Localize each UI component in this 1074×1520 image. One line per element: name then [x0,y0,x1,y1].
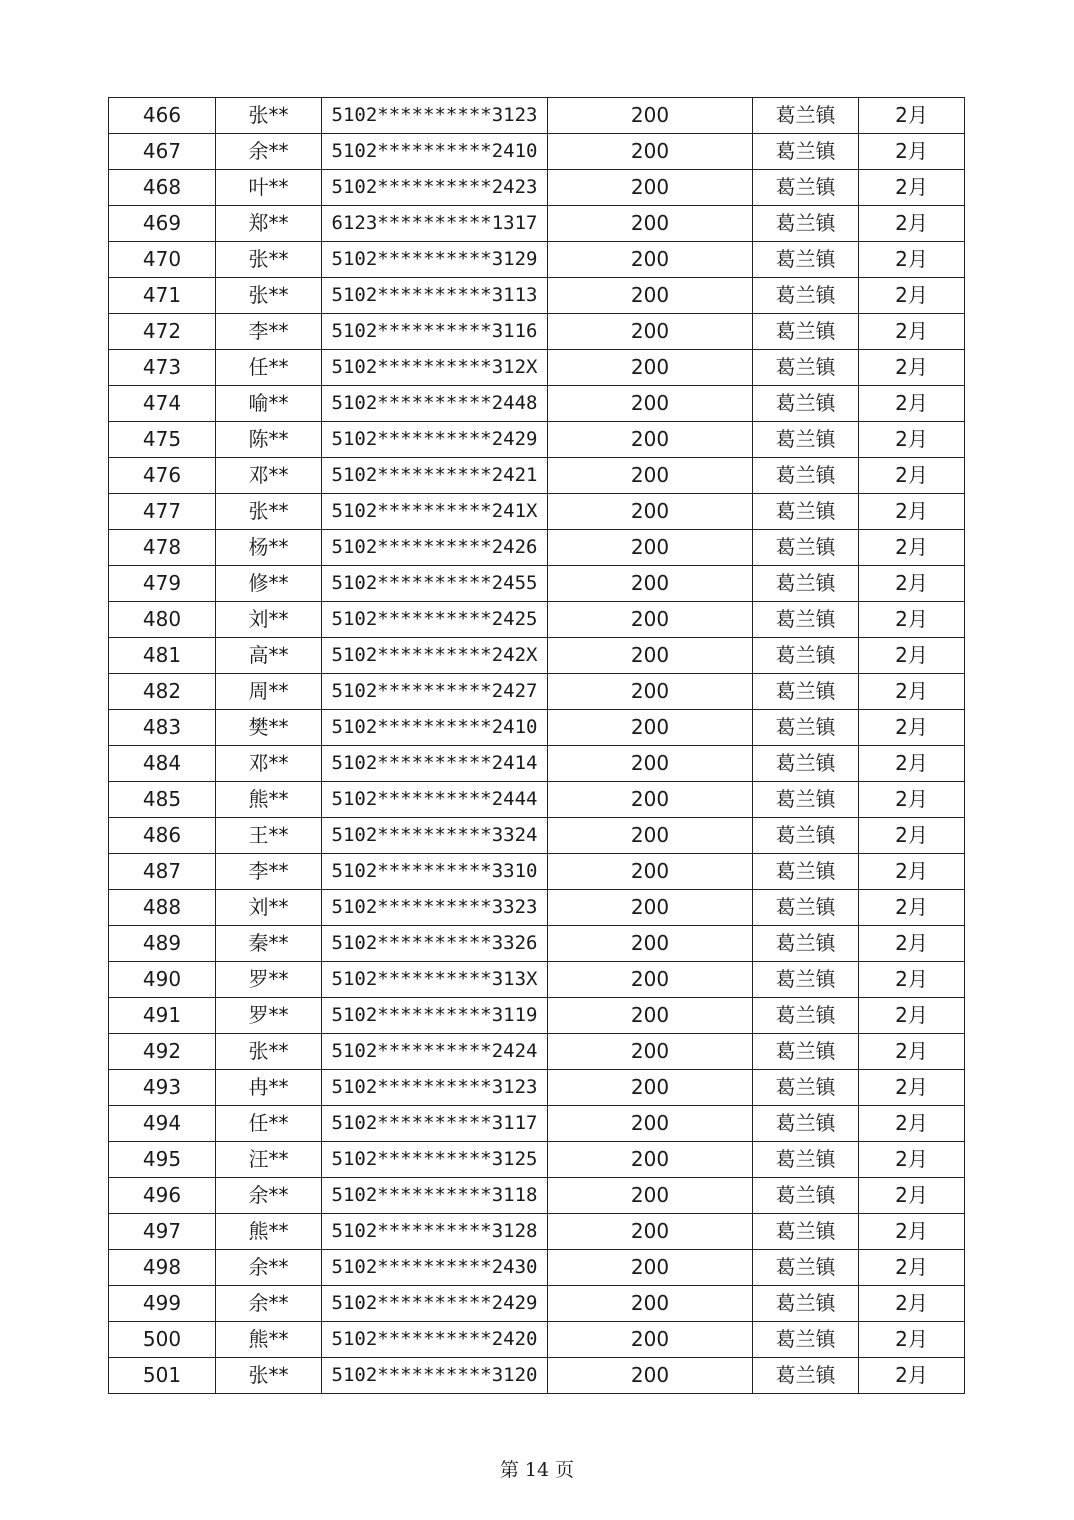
cell-amount: 200 [548,386,753,422]
cell-amount: 200 [548,674,753,710]
cell-id-number: 6123**********1317 [322,206,548,242]
cell-id-number: 5102**********2444 [322,782,548,818]
cell-amount: 200 [548,422,753,458]
table-row [109,530,965,566]
cell-town: 葛兰镇 [753,242,859,278]
cell-month: 2月 [859,1358,965,1394]
cell-month: 2月 [859,1178,965,1214]
cell-id-number: 5102**********3117 [322,1106,548,1142]
cell-amount: 200 [548,962,753,998]
cell-month: 2月 [859,314,965,350]
table-row [109,422,965,458]
table-row [109,926,965,962]
cell-id-number: 5102**********3123 [322,98,548,134]
cell-id-number: 5102**********2421 [322,458,548,494]
cell-month: 2月 [859,1250,965,1286]
cell-amount: 200 [548,494,753,530]
table-row [109,458,965,494]
cell-id-number: 5102**********2410 [322,134,548,170]
cell-town: 葛兰镇 [753,1070,859,1106]
cell-amount: 200 [548,1286,753,1322]
cell-month: 2月 [859,926,965,962]
table-row [109,242,965,278]
cell-name: 余** [216,1250,322,1286]
table-row [109,566,965,602]
cell-town: 葛兰镇 [753,890,859,926]
cell-id-number: 5102**********3125 [322,1142,548,1178]
cell-town: 葛兰镇 [753,998,859,1034]
cell-month: 2月 [859,710,965,746]
table-row [109,1106,965,1142]
cell-number: 496 [109,1178,216,1214]
cell-town: 葛兰镇 [753,530,859,566]
cell-number: 497 [109,1214,216,1250]
cell-amount: 200 [548,1178,753,1214]
cell-town: 葛兰镇 [753,278,859,314]
cell-town: 葛兰镇 [753,638,859,674]
table-row [109,1358,965,1394]
cell-id-number: 5102**********2430 [322,1250,548,1286]
cell-amount: 200 [548,926,753,962]
cell-month: 2月 [859,890,965,926]
table-row [109,710,965,746]
cell-number: 499 [109,1286,216,1322]
cell-amount: 200 [548,1250,753,1286]
cell-name: 任** [216,1106,322,1142]
table-row [109,278,965,314]
table-row [109,350,965,386]
cell-month: 2月 [859,458,965,494]
cell-amount: 200 [548,890,753,926]
cell-town: 葛兰镇 [753,1358,859,1394]
cell-month: 2月 [859,566,965,602]
cell-month: 2月 [859,422,965,458]
cell-town: 葛兰镇 [753,1214,859,1250]
table-row [109,890,965,926]
cell-id-number: 5102**********312X [322,350,548,386]
cell-town: 葛兰镇 [753,854,859,890]
cell-town: 葛兰镇 [753,1034,859,1070]
cell-month: 2月 [859,1322,965,1358]
table-row [109,206,965,242]
cell-amount: 200 [548,746,753,782]
cell-id-number: 5102**********3123 [322,1070,548,1106]
cell-month: 2月 [859,530,965,566]
cell-town: 葛兰镇 [753,674,859,710]
table-row [109,170,965,206]
cell-number: 501 [109,1358,216,1394]
cell-number: 471 [109,278,216,314]
cell-town: 葛兰镇 [753,458,859,494]
cell-month: 2月 [859,206,965,242]
cell-id-number: 5102**********2429 [322,1286,548,1322]
cell-id-number: 5102**********313X [322,962,548,998]
table-row [109,746,965,782]
cell-month: 2月 [859,638,965,674]
cell-town: 葛兰镇 [753,602,859,638]
cell-amount: 200 [548,566,753,602]
cell-name: 罗** [216,962,322,998]
cell-name: 任** [216,350,322,386]
cell-id-number: 5102**********2455 [322,566,548,602]
cell-name: 叶** [216,170,322,206]
cell-number: 475 [109,422,216,458]
table-row [109,98,965,134]
cell-town: 葛兰镇 [753,746,859,782]
cell-id-number: 5102**********2427 [322,674,548,710]
cell-month: 2月 [859,350,965,386]
cell-month: 2月 [859,962,965,998]
cell-month: 2月 [859,1214,965,1250]
table-row [109,386,965,422]
cell-month: 2月 [859,242,965,278]
page-number: 第 14 页 [499,1459,575,1481]
cell-name: 杨** [216,530,322,566]
cell-month: 2月 [859,602,965,638]
cell-town: 葛兰镇 [753,926,859,962]
cell-id-number: 5102**********3310 [322,854,548,890]
cell-month: 2月 [859,674,965,710]
cell-number: 486 [109,818,216,854]
cell-amount: 200 [548,458,753,494]
cell-month: 2月 [859,386,965,422]
cell-name: 汪** [216,1142,322,1178]
cell-number: 487 [109,854,216,890]
cell-number: 482 [109,674,216,710]
table-row [109,1214,965,1250]
cell-number: 483 [109,710,216,746]
cell-town: 葛兰镇 [753,134,859,170]
cell-number: 498 [109,1250,216,1286]
cell-amount: 200 [548,782,753,818]
table-row [109,1070,965,1106]
cell-amount: 200 [548,98,753,134]
table-row [109,638,965,674]
cell-month: 2月 [859,854,965,890]
cell-town: 葛兰镇 [753,494,859,530]
cell-month: 2月 [859,278,965,314]
cell-number: 468 [109,170,216,206]
cell-amount: 200 [548,1034,753,1070]
cell-number: 493 [109,1070,216,1106]
cell-name: 邓** [216,458,322,494]
table-row [109,962,965,998]
cell-number: 477 [109,494,216,530]
cell-town: 葛兰镇 [753,1286,859,1322]
cell-town: 葛兰镇 [753,566,859,602]
cell-month: 2月 [859,782,965,818]
cell-id-number: 5102**********241X [322,494,548,530]
cell-id-number: 5102**********2448 [322,386,548,422]
cell-month: 2月 [859,494,965,530]
cell-town: 葛兰镇 [753,422,859,458]
cell-amount: 200 [548,134,753,170]
cell-number: 467 [109,134,216,170]
cell-month: 2月 [859,746,965,782]
cell-amount: 200 [548,1070,753,1106]
cell-number: 481 [109,638,216,674]
cell-name: 张** [216,98,322,134]
cell-town: 葛兰镇 [753,206,859,242]
cell-name: 喻** [216,386,322,422]
cell-amount: 200 [548,242,753,278]
cell-town: 葛兰镇 [753,1106,859,1142]
cell-number: 474 [109,386,216,422]
cell-town: 葛兰镇 [753,1322,859,1358]
cell-id-number: 5102**********3113 [322,278,548,314]
cell-month: 2月 [859,1106,965,1142]
cell-number: 466 [109,98,216,134]
cell-town: 葛兰镇 [753,350,859,386]
cell-id-number: 5102**********3326 [322,926,548,962]
cell-name: 熊** [216,1322,322,1358]
cell-town: 葛兰镇 [753,386,859,422]
cell-id-number: 5102**********3324 [322,818,548,854]
cell-amount: 200 [548,1142,753,1178]
cell-name: 张** [216,1034,322,1070]
cell-month: 2月 [859,998,965,1034]
cell-number: 489 [109,926,216,962]
cell-name: 熊** [216,1214,322,1250]
cell-town: 葛兰镇 [753,1142,859,1178]
cell-month: 2月 [859,1142,965,1178]
cell-amount: 200 [548,1214,753,1250]
table-row [109,1250,965,1286]
cell-amount: 200 [548,170,753,206]
cell-id-number: 5102**********3128 [322,1214,548,1250]
cell-id-number: 5102**********2423 [322,170,548,206]
cell-number: 500 [109,1322,216,1358]
cell-month: 2月 [859,170,965,206]
cell-name: 熊** [216,782,322,818]
cell-town: 葛兰镇 [753,170,859,206]
cell-amount: 200 [548,710,753,746]
table-row [109,674,965,710]
beneficiary-table [108,97,965,1394]
cell-amount: 200 [548,602,753,638]
cell-number: 485 [109,782,216,818]
cell-id-number: 5102**********2425 [322,602,548,638]
cell-amount: 200 [548,530,753,566]
table-row [109,1142,965,1178]
cell-amount: 200 [548,278,753,314]
cell-amount: 200 [548,818,753,854]
table-body [109,98,965,1394]
cell-name: 陈** [216,422,322,458]
cell-month: 2月 [859,818,965,854]
table-row [109,998,965,1034]
table-row [109,1034,965,1070]
cell-name: 罗** [216,998,322,1034]
cell-town: 葛兰镇 [753,710,859,746]
cell-name: 周** [216,674,322,710]
cell-town: 葛兰镇 [753,1250,859,1286]
table-row [109,494,965,530]
cell-name: 邓** [216,746,322,782]
table-row [109,1178,965,1214]
cell-name: 樊** [216,710,322,746]
cell-amount: 200 [548,206,753,242]
cell-amount: 200 [548,854,753,890]
table-row [109,134,965,170]
cell-name: 高** [216,638,322,674]
cell-town: 葛兰镇 [753,962,859,998]
cell-number: 473 [109,350,216,386]
cell-id-number: 5102**********2424 [322,1034,548,1070]
cell-month: 2月 [859,1034,965,1070]
table-row [109,854,965,890]
cell-id-number: 5102**********242X [322,638,548,674]
cell-number: 495 [109,1142,216,1178]
cell-town: 葛兰镇 [753,782,859,818]
cell-town: 葛兰镇 [753,314,859,350]
cell-month: 2月 [859,134,965,170]
cell-id-number: 5102**********3323 [322,890,548,926]
cell-month: 2月 [859,98,965,134]
cell-number: 492 [109,1034,216,1070]
cell-name: 余** [216,1286,322,1322]
cell-amount: 200 [548,1358,753,1394]
cell-month: 2月 [859,1070,965,1106]
cell-name: 李** [216,854,322,890]
cell-number: 469 [109,206,216,242]
cell-number: 476 [109,458,216,494]
cell-town: 葛兰镇 [753,98,859,134]
cell-id-number: 5102**********2420 [322,1322,548,1358]
table-row [109,782,965,818]
cell-number: 470 [109,242,216,278]
cell-amount: 200 [548,314,753,350]
cell-amount: 200 [548,638,753,674]
cell-name: 李** [216,314,322,350]
cell-number: 488 [109,890,216,926]
cell-number: 484 [109,746,216,782]
cell-name: 郑** [216,206,322,242]
cell-number: 494 [109,1106,216,1142]
table-row [109,818,965,854]
cell-id-number: 5102**********2410 [322,710,548,746]
table-row [109,1286,965,1322]
cell-amount: 200 [548,998,753,1034]
table-row [109,602,965,638]
cell-id-number: 5102**********2414 [322,746,548,782]
cell-id-number: 5102**********3120 [322,1358,548,1394]
table-row [109,1322,965,1358]
cell-amount: 200 [548,350,753,386]
cell-id-number: 5102**********2429 [322,422,548,458]
cell-name: 余** [216,1178,322,1214]
cell-name: 冉** [216,1070,322,1106]
cell-number: 478 [109,530,216,566]
cell-number: 479 [109,566,216,602]
cell-name: 刘** [216,890,322,926]
cell-month: 2月 [859,1286,965,1322]
cell-name: 张** [216,278,322,314]
cell-id-number: 5102**********3116 [322,314,548,350]
cell-id-number: 5102**********3118 [322,1178,548,1214]
table-row [109,314,965,350]
cell-name: 刘** [216,602,322,638]
cell-id-number: 5102**********3129 [322,242,548,278]
cell-number: 480 [109,602,216,638]
cell-town: 葛兰镇 [753,1178,859,1214]
cell-id-number: 5102**********2426 [322,530,548,566]
cell-name: 张** [216,494,322,530]
cell-amount: 200 [548,1106,753,1142]
cell-name: 王** [216,818,322,854]
cell-name: 张** [216,1358,322,1394]
cell-number: 490 [109,962,216,998]
cell-id-number: 5102**********3119 [322,998,548,1034]
cell-number: 472 [109,314,216,350]
cell-name: 修** [216,566,322,602]
cell-name: 秦** [216,926,322,962]
cell-amount: 200 [548,1322,753,1358]
cell-town: 葛兰镇 [753,818,859,854]
cell-name: 余** [216,134,322,170]
cell-number: 491 [109,998,216,1034]
cell-name: 张** [216,242,322,278]
